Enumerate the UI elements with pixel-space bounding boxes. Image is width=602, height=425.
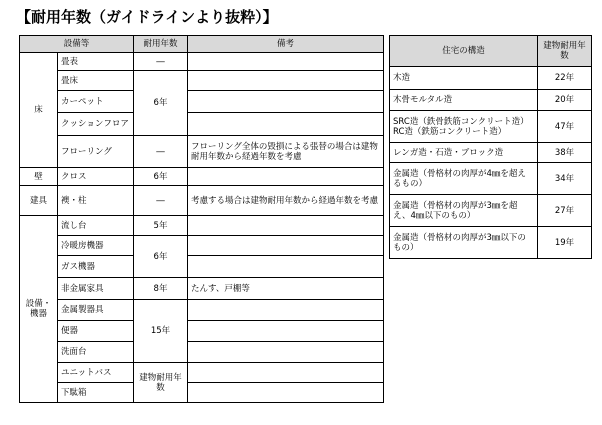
years-cell: 38年 [538,143,592,163]
years-cell: ― [134,53,188,71]
note-cell [188,71,384,91]
table-row [390,195,592,227]
table-row [20,321,384,342]
table-row [390,163,592,195]
structure-cell: 金属造（骨格材の肉厚が3㎜以下のもの） [390,227,538,259]
durability-table [19,35,384,403]
years-cell: 34年 [538,163,592,195]
table-row [20,186,384,216]
item-cell: クロス [58,168,134,186]
table-row [390,111,592,143]
table-header-row [20,36,384,53]
item-cell: 流し台 [58,216,134,236]
table-row [20,256,384,278]
years-cell: 15年 [134,300,188,363]
table-header-row [390,36,592,67]
header-notes: 備考 [188,36,384,53]
item-cell: 襖・柱 [58,186,134,216]
table-row [20,168,384,186]
header-equipment: 設備等 [20,36,134,53]
item-cell: カーペット [58,91,134,113]
item-cell: フローリング [58,136,134,168]
page-title: 【耐用年数（ガイドラインより抜粋）】 [16,8,278,26]
table-row [20,136,384,168]
note-cell [188,168,384,186]
item-cell: 畳床 [58,71,134,91]
structure-cell: 金属造（骨格材の肉厚が3㎜を超え、4㎜以下のもの） [390,195,538,227]
header-years: 耐用年数 [134,36,188,53]
note-cell [188,236,384,256]
building-durability-table [389,35,592,259]
table-row [20,91,384,113]
note-cell: 考慮する場合は建物耐用年数から経過年数を考慮 [188,186,384,216]
note-cell [188,53,384,71]
table-row [20,342,384,363]
note-cell [188,342,384,363]
years-cell: 22年 [538,67,592,90]
item-cell: 洗面台 [58,342,134,363]
item-cell: 非金属家具 [58,278,134,300]
table-row [390,90,592,111]
header-structure: 住宅の構造 [390,36,538,67]
item-cell: 冷暖房機器 [58,236,134,256]
years-cell: 47年 [538,111,592,143]
table-row [390,67,592,90]
category-floor: 床 [20,53,58,168]
years-cell: 建物耐用年数 [134,363,188,403]
table-row [20,363,384,383]
years-cell: ― [134,186,188,216]
note-cell [188,256,384,278]
table-row [20,113,384,136]
table-row [20,300,384,321]
note-cell [188,216,384,236]
table-row [20,236,384,256]
years-cell: 6年 [134,71,188,136]
table-row [20,71,384,91]
item-cell: クッションフロア [58,113,134,136]
item-cell: 金属製器具 [58,300,134,321]
structure-cell: 金属造（骨格材の肉厚が4㎜を超えるもの） [390,163,538,195]
note-cell [188,113,384,136]
item-cell: 畳表 [58,53,134,71]
note-cell [188,91,384,113]
table-row [20,383,384,403]
note-cell [188,321,384,342]
years-cell: 6年 [134,168,188,186]
item-cell: 下駄箱 [58,383,134,403]
category-fixture: 建具 [20,186,58,216]
note-cell: たんす、戸棚等 [188,278,384,300]
note-cell [188,300,384,321]
structure-cell: SRC造（鉄骨鉄筋コンクリート造）RC造（鉄筋コンクリート造） [390,111,538,143]
table-row [20,216,384,236]
item-cell: ガス機器 [58,256,134,278]
years-cell: 6年 [134,236,188,278]
table-row [390,143,592,163]
years-cell: 5年 [134,216,188,236]
years-cell: 8年 [134,278,188,300]
note-cell [188,363,384,383]
structure-cell: レンガ造・石造・ブロック造 [390,143,538,163]
item-cell: ユニットバス [58,363,134,383]
structure-cell: 木造 [390,67,538,90]
category-equipment: 設備・機器 [20,216,58,403]
category-wall: 壁 [20,168,58,186]
header-building-years: 建物耐用年数 [538,36,592,67]
years-cell: 19年 [538,227,592,259]
note-cell [188,383,384,403]
years-cell: ― [134,136,188,168]
years-cell: 20年 [538,90,592,111]
item-cell: 便器 [58,321,134,342]
table-row [390,227,592,259]
note-cell: フローリング全体の毀損による張替の場合は建物耐用年数から経過年数を考慮 [188,136,384,168]
table-row [20,53,384,71]
years-cell: 27年 [538,195,592,227]
table-row [20,278,384,300]
structure-cell: 木骨モルタル造 [390,90,538,111]
